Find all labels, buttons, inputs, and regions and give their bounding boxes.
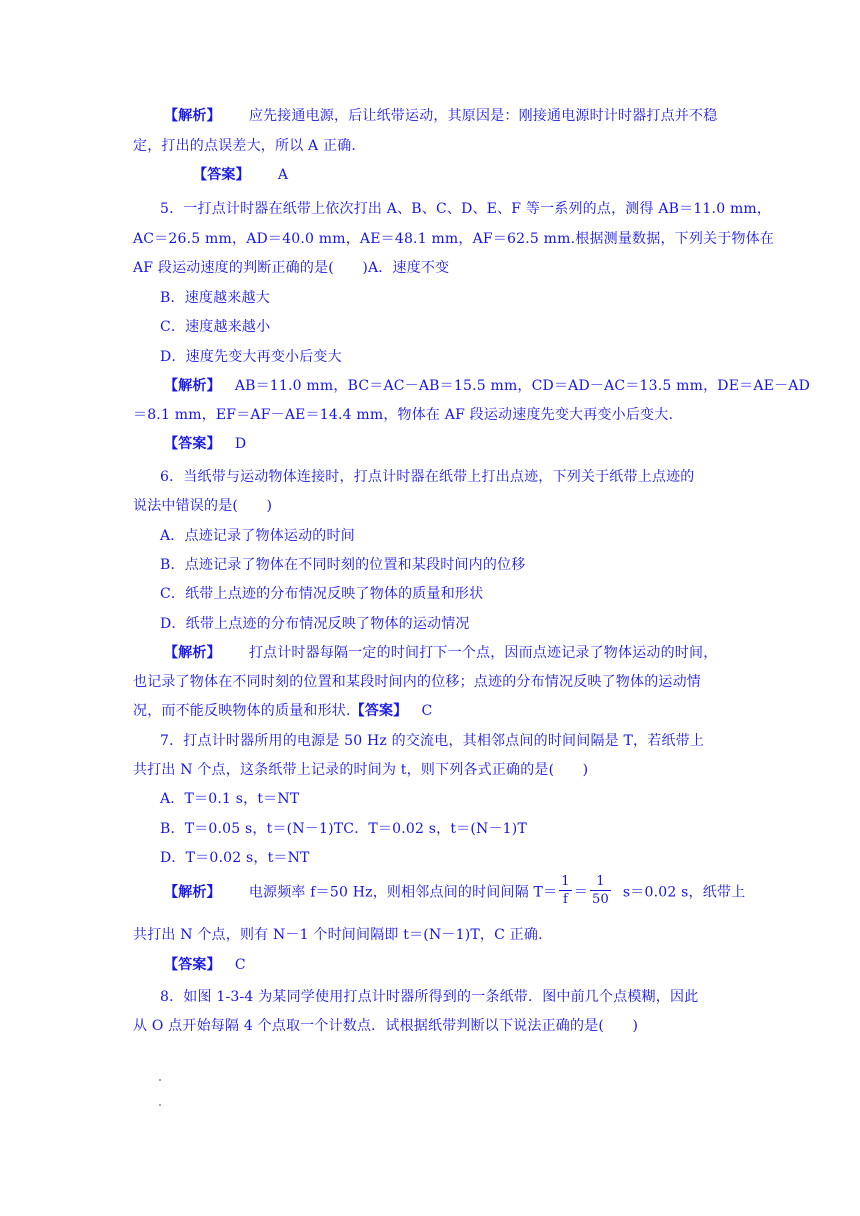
- question-text: 从 O 点开始每隔 4 个点取一个计数点．试根据纸带判断以下说法正确的是( ): [133, 1018, 639, 1034]
- option-b: [160, 554, 526, 574]
- question-text: 7．打点计时器所用的电源是 50 Hz 的交流电，其相邻点间的时间间隔是 T，若纸带上: [160, 733, 705, 749]
- option-text: B．T＝0.05 s，t＝(N－1)TC．T＝0.02 s，t＝(N－1)T: [160, 821, 527, 837]
- answer-label: 【答案】: [164, 436, 221, 452]
- text-line: [133, 759, 588, 779]
- option-text: B．点迹记录了物体在不同时刻的位置和某段时间内的位移: [160, 557, 526, 573]
- option-b: [160, 287, 270, 307]
- question-7-stem: [160, 730, 704, 750]
- fraction-numerator: 1: [561, 874, 570, 889]
- option-text: B．速度越来越大: [160, 290, 270, 306]
- analysis-label: 【解析】: [164, 645, 221, 661]
- fraction-1-over-50: [590, 875, 611, 906]
- stray-mark: [159, 1104, 161, 1106]
- option-text: A．T＝0.1 s，t＝NT: [160, 791, 300, 807]
- option-text: D．纸带上点迹的分布情况反映了物体的运动情况: [160, 616, 470, 632]
- text-line: [133, 924, 543, 944]
- question-text: 8．如图 1-3-4 为某同学使用打点计时器所得到的一条纸带．图中前几个点模糊，因此: [160, 989, 699, 1005]
- answer-value: A: [277, 167, 289, 183]
- analysis-text: AB＝11.0 mm，BC＝AC－AB＝15.5 mm，CD＝AD－AC＝13.5 mm，DE＝AE－AD: [234, 378, 811, 394]
- analysis-text: ＝8.1 mm，EF＝AF－AE＝14.4 mm，物体在 AF 段运动速度先变大再变小后变大.: [133, 407, 674, 423]
- analysis-text: s＝0.02 s，纸带上: [622, 884, 746, 901]
- analysis-line: [164, 642, 717, 662]
- analysis-text: 应先接通电源，后让纸带运动，其原因是：刚接通电源时计时器打点并不稳: [248, 108, 718, 124]
- option-text: C．速度越来越小: [160, 319, 271, 335]
- option-b-c: [160, 818, 527, 838]
- equals-sign: ＝: [573, 884, 588, 901]
- answer-value: C: [234, 957, 246, 973]
- answer-line: [164, 954, 246, 974]
- text-line: [133, 495, 272, 515]
- stray-mark: [159, 1079, 161, 1081]
- text-line: [133, 228, 774, 248]
- question-text: AC＝26.5 mm，AD＝40.0 mm，AE＝48.1 mm，AF＝62.5 mm.根据测量数据，下列关于物体在: [133, 231, 775, 247]
- text-line: [133, 671, 701, 691]
- answer-line: [164, 433, 246, 453]
- analysis-line: [164, 375, 810, 395]
- fraction-denominator: f: [563, 892, 569, 907]
- question-6-stem: [160, 466, 695, 486]
- answer-value: D: [234, 436, 247, 452]
- analysis-text: 电源频率 f＝50 Hz，则相邻点间的时间间隔 T＝: [248, 884, 558, 901]
- question-text: 5．一打点计时器在纸带上依次打出 A、B、C、D、E、F 等一系列的点，测得 AB＝11.0 mm，: [160, 201, 772, 217]
- option-text: D．T＝0.02 s，t＝NT: [160, 850, 310, 866]
- question-text: 说法中错误的是( ): [133, 498, 273, 514]
- analysis-text: 共打出 N 个点，则有 N－1 个时间间隔即 t＝(N－1)T，C 正确.: [133, 927, 543, 943]
- fraction-numerator: 1: [590, 875, 611, 891]
- answer-label: 【答案】: [350, 703, 408, 719]
- analysis-label: 【解析】: [164, 378, 221, 394]
- question-8-stem: [160, 986, 698, 1006]
- answer-line: [193, 164, 288, 184]
- option-a: [160, 525, 355, 545]
- analysis-text: 况，而不能反映物体的质量和形状.: [133, 703, 351, 719]
- option-d: [160, 346, 342, 366]
- option-a: [160, 788, 299, 808]
- analysis-text: 打点计时器每隔一定的时间打下一个点，因而点迹记录了物体运动的时间，: [248, 645, 718, 661]
- fraction-1-over-f: [559, 875, 571, 906]
- text-line: [133, 257, 449, 277]
- text-line: [133, 1015, 638, 1035]
- question-text: 共打出 N 个点，这条纸带上记录的时间为 t，则下列各式正确的是( ): [133, 762, 589, 778]
- analysis-line: [164, 874, 746, 908]
- fraction-denominator: 50: [591, 892, 609, 907]
- answer-value: C: [421, 703, 433, 719]
- option-d: [160, 613, 470, 633]
- option-text: A．点迹记录了物体运动的时间: [160, 528, 355, 544]
- answer-label: 【答案】: [193, 167, 250, 183]
- option-c: [160, 316, 270, 336]
- question-text: AF 段运动速度的判断正确的是( )A．速度不变: [133, 260, 450, 276]
- analysis-label: 【解析】: [164, 108, 221, 124]
- answer-label: 【答案】: [164, 957, 221, 973]
- option-d: [160, 847, 310, 867]
- analysis-line: [164, 105, 717, 125]
- option-text: D．速度先变大再变小后变大: [160, 349, 342, 365]
- question-text: 6．当纸带与运动物体连接时，打点计时器在纸带上打出点迹，下列关于纸带上点迹的: [160, 469, 695, 485]
- option-text: C．纸带上点迹的分布情况反映了物体的质量和形状: [160, 586, 484, 602]
- option-c: [160, 583, 483, 603]
- analysis-label: 【解析】: [164, 884, 221, 901]
- text-line: [133, 135, 356, 155]
- analysis-text: 定，打出的点误差大，所以 A 正确.: [133, 138, 357, 154]
- text-line: [133, 700, 432, 720]
- question-5-stem: [160, 198, 771, 218]
- analysis-text: 也记录了物体在不同时刻的位置和某段时间内的位移；点迹的分布情况反映了物体的运动情: [133, 674, 701, 690]
- text-line: [133, 404, 673, 424]
